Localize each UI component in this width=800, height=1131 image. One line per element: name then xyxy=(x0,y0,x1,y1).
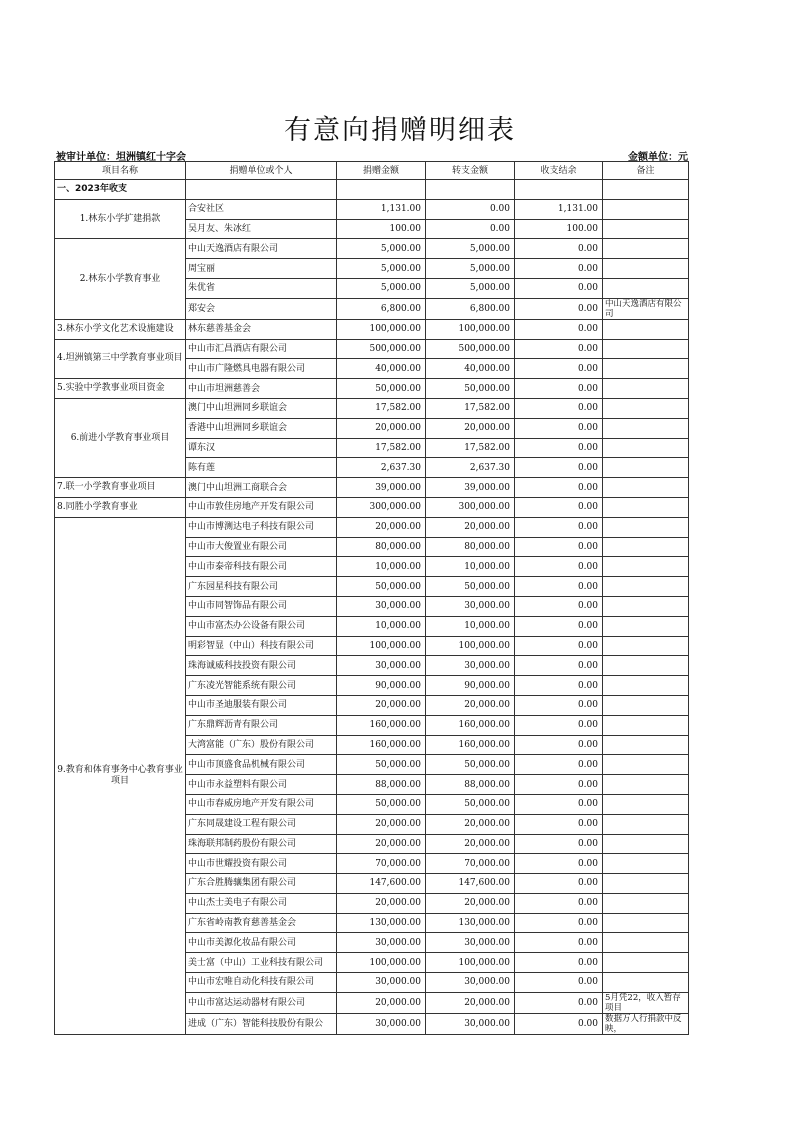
donor-name: 合安社区 xyxy=(186,199,337,219)
remark xyxy=(603,557,689,577)
project-name: 8.同胜小学教育事业 xyxy=(55,497,186,517)
donor-name: 中山市坦洲慈善会 xyxy=(186,379,337,399)
balance-amount: 0.00 xyxy=(515,298,603,319)
donor-name: 中山市永益塑料有限公司 xyxy=(186,775,337,795)
transfer-amount: 20,000.00 xyxy=(426,517,515,537)
remark xyxy=(603,794,689,814)
transfer-amount: 20,000.00 xyxy=(426,695,515,715)
empty-cell xyxy=(603,180,689,200)
remark xyxy=(603,239,689,259)
donation-amount: 50,000.00 xyxy=(337,755,426,775)
remark xyxy=(603,219,689,239)
balance-amount: 0.00 xyxy=(515,893,603,913)
transfer-amount: 30,000.00 xyxy=(426,933,515,953)
balance-amount: 0.00 xyxy=(515,537,603,557)
remark xyxy=(603,676,689,696)
donation-amount: 20,000.00 xyxy=(337,814,426,834)
transfer-amount: 30,000.00 xyxy=(426,973,515,993)
table-body xyxy=(55,180,689,1035)
balance-amount: 0.00 xyxy=(515,398,603,418)
empty-cell xyxy=(186,180,337,200)
remark xyxy=(603,359,689,379)
balance-amount: 0.00 xyxy=(515,794,603,814)
remark: 5月凭22，收入暂存项目 xyxy=(603,992,689,1013)
transfer-amount: 20,000.00 xyxy=(426,834,515,854)
balance-amount: 0.00 xyxy=(515,319,603,339)
transfer-amount: 147,600.00 xyxy=(426,874,515,894)
donor-name: 大湾富能（广东）股份有限公司 xyxy=(186,735,337,755)
balance-amount: 0.00 xyxy=(515,854,603,874)
donation-amount: 50,000.00 xyxy=(337,379,426,399)
donor-name: 郑安会 xyxy=(186,298,337,319)
balance-amount: 0.00 xyxy=(515,577,603,597)
donor-name: 中山市顶盛食品机械有限公司 xyxy=(186,755,337,775)
donor-name: 中山市世耀投资有限公司 xyxy=(186,854,337,874)
balance-amount: 0.00 xyxy=(515,953,603,973)
donation-amount: 5,000.00 xyxy=(337,278,426,298)
remark: 数据万人行捐款中反映， xyxy=(603,1013,689,1034)
donation-amount: 100.00 xyxy=(337,219,426,239)
remark xyxy=(603,636,689,656)
remark xyxy=(603,537,689,557)
donation-amount: 500,000.00 xyxy=(337,339,426,359)
table-row xyxy=(55,497,689,517)
donation-amount: 30,000.00 xyxy=(337,596,426,616)
remark xyxy=(603,517,689,537)
balance-amount: 0.00 xyxy=(515,676,603,696)
donation-amount: 20,000.00 xyxy=(337,834,426,854)
transfer-amount: 90,000.00 xyxy=(426,676,515,696)
project-name: 5.实验中学教事业项目资金 xyxy=(55,379,186,399)
donor-name: 中山市敦佳房地产开发有限公司 xyxy=(186,497,337,517)
empty-cell xyxy=(426,180,515,200)
balance-amount: 0.00 xyxy=(515,339,603,359)
empty-cell xyxy=(337,180,426,200)
donor-name: 澳门中山坦洲工商联合会 xyxy=(186,478,337,498)
remark xyxy=(603,973,689,993)
table-row xyxy=(55,319,689,339)
audited-unit: 被审计单位：坦洲镇红十字会 xyxy=(56,152,186,163)
project-name: 4.坦洲镇第三中学教育事业项目 xyxy=(55,339,186,379)
balance-amount: 0.00 xyxy=(515,278,603,298)
transfer-amount: 30,000.00 xyxy=(426,656,515,676)
donation-amount: 20,000.00 xyxy=(337,418,426,438)
remark xyxy=(603,854,689,874)
donor-name: 中山市汇昌酒店有限公司 xyxy=(186,339,337,359)
donation-amount: 17,582.00 xyxy=(337,398,426,418)
donation-amount: 5,000.00 xyxy=(337,239,426,259)
table-row xyxy=(55,379,689,399)
transfer-amount: 20,000.00 xyxy=(426,893,515,913)
donation-amount: 20,000.00 xyxy=(337,893,426,913)
balance-amount: 0.00 xyxy=(515,735,603,755)
project-name: 6.前进小学教育事业项目 xyxy=(55,398,186,477)
balance-amount: 0.00 xyxy=(515,775,603,795)
donor-name: 中山市圣迪服装有限公司 xyxy=(186,695,337,715)
header-note: 备注 xyxy=(603,162,689,180)
remark xyxy=(603,656,689,676)
transfer-amount: 100,000.00 xyxy=(426,636,515,656)
section-label: 一、2023年收支 xyxy=(55,180,186,200)
donor-name: 珠海联邦制药股份有限公司 xyxy=(186,834,337,854)
balance-amount: 0.00 xyxy=(515,834,603,854)
remark xyxy=(603,933,689,953)
donation-amount: 90,000.00 xyxy=(337,676,426,696)
transfer-amount: 80,000.00 xyxy=(426,537,515,557)
transfer-amount: 5,000.00 xyxy=(426,239,515,259)
donation-amount: 100,000.00 xyxy=(337,319,426,339)
remark xyxy=(603,913,689,933)
transfer-amount: 17,582.00 xyxy=(426,398,515,418)
donation-amount: 88,000.00 xyxy=(337,775,426,795)
transfer-amount: 50,000.00 xyxy=(426,577,515,597)
transfer-amount: 0.00 xyxy=(426,199,515,219)
donation-amount: 6,800.00 xyxy=(337,298,426,319)
donor-name: 中山市博测达电子科技有限公司 xyxy=(186,517,337,537)
donor-name: 美士富（中山）工业科技有限公司 xyxy=(186,953,337,973)
transfer-amount: 10,000.00 xyxy=(426,616,515,636)
donor-name: 珠海诚威科技投资有限公司 xyxy=(186,656,337,676)
balance-amount: 0.00 xyxy=(515,517,603,537)
donation-amount: 70,000.00 xyxy=(337,854,426,874)
transfer-amount: 20,000.00 xyxy=(426,992,515,1013)
remark xyxy=(603,953,689,973)
transfer-amount: 50,000.00 xyxy=(426,794,515,814)
remark xyxy=(603,814,689,834)
balance-amount: 0.00 xyxy=(515,359,603,379)
donor-name: 广东凌光智能系统有限公司 xyxy=(186,676,337,696)
donor-name: 中山市宏唯自动化科技有限公司 xyxy=(186,973,337,993)
donor-name: 广东园星科技有限公司 xyxy=(186,577,337,597)
balance-amount: 0.00 xyxy=(515,557,603,577)
donor-name: 中山市大俊置业有限公司 xyxy=(186,537,337,557)
transfer-amount: 5,000.00 xyxy=(426,259,515,279)
remark xyxy=(603,596,689,616)
balance-amount: 0.00 xyxy=(515,259,603,279)
transfer-amount: 0.00 xyxy=(426,219,515,239)
balance-amount: 0.00 xyxy=(515,874,603,894)
donor-name: 澳门中山坦洲同乡联谊会 xyxy=(186,398,337,418)
donation-amount: 10,000.00 xyxy=(337,557,426,577)
balance-amount: 0.00 xyxy=(515,973,603,993)
balance-amount: 1,131.00 xyxy=(515,199,603,219)
transfer-amount: 160,000.00 xyxy=(426,735,515,755)
donation-amount: 30,000.00 xyxy=(337,656,426,676)
remark xyxy=(603,577,689,597)
donor-name: 进成（广东）智能科技股份有限公 xyxy=(186,1013,337,1034)
remark xyxy=(603,319,689,339)
transfer-amount: 30,000.00 xyxy=(426,596,515,616)
remark xyxy=(603,438,689,458)
donation-amount: 1,131.00 xyxy=(337,199,426,219)
table-row xyxy=(55,239,689,259)
header-balance: 收支结余 xyxy=(515,162,603,180)
remark xyxy=(603,735,689,755)
donor-name: 广东同晟建设工程有限公司 xyxy=(186,814,337,834)
balance-amount: 0.00 xyxy=(515,596,603,616)
donation-amount: 130,000.00 xyxy=(337,913,426,933)
remark xyxy=(603,775,689,795)
donor-name: 谭东汉 xyxy=(186,438,337,458)
balance-amount: 0.00 xyxy=(515,478,603,498)
balance-amount: 0.00 xyxy=(515,715,603,735)
donation-amount: 30,000.00 xyxy=(337,1013,426,1034)
header-project: 项目名称 xyxy=(55,162,186,180)
donor-name: 广东鼎辉沥青有限公司 xyxy=(186,715,337,735)
remark: 中山天逸酒店有限公司 xyxy=(603,298,689,319)
header-donor: 捐赠单位或个人 xyxy=(186,162,337,180)
remark xyxy=(603,715,689,735)
donation-amount: 147,600.00 xyxy=(337,874,426,894)
table-row xyxy=(55,199,689,219)
transfer-amount: 300,000.00 xyxy=(426,497,515,517)
donation-amount: 5,000.00 xyxy=(337,259,426,279)
transfer-amount: 500,000.00 xyxy=(426,339,515,359)
balance-amount: 0.00 xyxy=(515,814,603,834)
transfer-amount: 2,637.30 xyxy=(426,458,515,478)
donor-name: 中山市泰帝科技有限公司 xyxy=(186,557,337,577)
donor-name: 明彩智显（中山）科技有限公司 xyxy=(186,636,337,656)
donation-amount: 30,000.00 xyxy=(337,933,426,953)
transfer-amount: 39,000.00 xyxy=(426,478,515,498)
header-transfer: 转支金额 xyxy=(426,162,515,180)
project-name: 7.联一小学教育事业项目 xyxy=(55,478,186,498)
donation-amount: 160,000.00 xyxy=(337,715,426,735)
project-name: 1.林东小学扩建捐款 xyxy=(55,199,186,239)
remark xyxy=(603,478,689,498)
amount-unit: 金额单位：元 xyxy=(628,152,688,163)
transfer-amount: 10,000.00 xyxy=(426,557,515,577)
donation-amount: 50,000.00 xyxy=(337,577,426,597)
donor-name: 中山市广隆燃具电器有限公司 xyxy=(186,359,337,379)
balance-amount: 0.00 xyxy=(515,913,603,933)
donor-name: 广东省岭南教育慈善基金会 xyxy=(186,913,337,933)
balance-amount: 0.00 xyxy=(515,418,603,438)
donor-name: 周宝丽 xyxy=(186,259,337,279)
balance-amount: 0.00 xyxy=(515,695,603,715)
remark xyxy=(603,834,689,854)
balance-amount: 0.00 xyxy=(515,656,603,676)
transfer-amount: 20,000.00 xyxy=(426,814,515,834)
remark xyxy=(603,497,689,517)
empty-cell xyxy=(515,180,603,200)
section-row xyxy=(55,180,689,200)
donation-amount: 39,000.00 xyxy=(337,478,426,498)
donor-name: 中山市富杰办公设备有限公司 xyxy=(186,616,337,636)
donor-name: 中山天逸酒店有限公司 xyxy=(186,239,337,259)
project-name: 2.林东小学教育事业 xyxy=(55,239,186,319)
table-row xyxy=(55,398,689,418)
donation-amount: 300,000.00 xyxy=(337,497,426,517)
remark xyxy=(603,259,689,279)
remark xyxy=(603,755,689,775)
donor-name: 广东合胜腾骧集团有限公司 xyxy=(186,874,337,894)
remark xyxy=(603,695,689,715)
table-row xyxy=(55,339,689,359)
remark xyxy=(603,616,689,636)
table-row xyxy=(55,478,689,498)
donation-amount: 30,000.00 xyxy=(337,973,426,993)
remark xyxy=(603,418,689,438)
remark xyxy=(603,379,689,399)
balance-amount: 0.00 xyxy=(515,933,603,953)
transfer-amount: 40,000.00 xyxy=(426,359,515,379)
transfer-amount: 88,000.00 xyxy=(426,775,515,795)
remark xyxy=(603,893,689,913)
donor-name: 林东慈善基金会 xyxy=(186,319,337,339)
remark xyxy=(603,458,689,478)
remark xyxy=(603,339,689,359)
header-row xyxy=(55,162,689,180)
page-title: 有意向捐赠明细表 xyxy=(284,115,516,146)
transfer-amount: 6,800.00 xyxy=(426,298,515,319)
transfer-amount: 5,000.00 xyxy=(426,278,515,298)
donation-amount: 160,000.00 xyxy=(337,735,426,755)
project-name: 3.林东小学文化艺术设施建设 xyxy=(55,319,186,339)
project-name: 9.教育和体育事务中心教育事业项目 xyxy=(55,517,186,1034)
transfer-amount: 50,000.00 xyxy=(426,755,515,775)
donor-name: 中山市同智饰品有限公司 xyxy=(186,596,337,616)
donor-name: 中山市富达运动器材有限公司 xyxy=(186,992,337,1013)
transfer-amount: 100,000.00 xyxy=(426,953,515,973)
transfer-amount: 50,000.00 xyxy=(426,379,515,399)
donor-name: 中山市春威房地产开发有限公司 xyxy=(186,794,337,814)
donation-amount: 20,000.00 xyxy=(337,695,426,715)
transfer-amount: 17,582.00 xyxy=(426,438,515,458)
balance-amount: 0.00 xyxy=(515,438,603,458)
remark xyxy=(603,278,689,298)
transfer-amount: 70,000.00 xyxy=(426,854,515,874)
balance-amount: 100.00 xyxy=(515,219,603,239)
donation-amount: 50,000.00 xyxy=(337,794,426,814)
transfer-amount: 160,000.00 xyxy=(426,715,515,735)
donation-amount: 17,582.00 xyxy=(337,438,426,458)
balance-amount: 0.00 xyxy=(515,755,603,775)
balance-amount: 0.00 xyxy=(515,458,603,478)
balance-amount: 0.00 xyxy=(515,239,603,259)
transfer-amount: 30,000.00 xyxy=(426,1013,515,1034)
donation-amount: 2,637.30 xyxy=(337,458,426,478)
donor-name: 陈有莲 xyxy=(186,458,337,478)
remark xyxy=(603,874,689,894)
balance-amount: 0.00 xyxy=(515,1013,603,1034)
balance-amount: 0.00 xyxy=(515,636,603,656)
donation-amount: 100,000.00 xyxy=(337,636,426,656)
donation-table xyxy=(54,161,689,1035)
remark xyxy=(603,199,689,219)
donation-amount: 10,000.00 xyxy=(337,616,426,636)
donation-amount: 20,000.00 xyxy=(337,992,426,1013)
table-row xyxy=(55,517,689,537)
donor-name: 吴月友、朱冰红 xyxy=(186,219,337,239)
donor-name: 中山市美源化妆品有限公司 xyxy=(186,933,337,953)
balance-amount: 0.00 xyxy=(515,379,603,399)
balance-amount: 0.00 xyxy=(515,497,603,517)
donor-name: 香港中山坦洲同乡联谊会 xyxy=(186,418,337,438)
donor-name: 朱优省 xyxy=(186,278,337,298)
transfer-amount: 130,000.00 xyxy=(426,913,515,933)
donor-name: 中山杰士美电子有限公司 xyxy=(186,893,337,913)
donation-amount: 100,000.00 xyxy=(337,953,426,973)
balance-amount: 0.00 xyxy=(515,992,603,1013)
header-amount: 捐赠金额 xyxy=(337,162,426,180)
donation-amount: 40,000.00 xyxy=(337,359,426,379)
transfer-amount: 20,000.00 xyxy=(426,418,515,438)
donation-amount: 80,000.00 xyxy=(337,537,426,557)
transfer-amount: 100,000.00 xyxy=(426,319,515,339)
balance-amount: 0.00 xyxy=(515,616,603,636)
donation-amount: 20,000.00 xyxy=(337,517,426,537)
remark xyxy=(603,398,689,418)
